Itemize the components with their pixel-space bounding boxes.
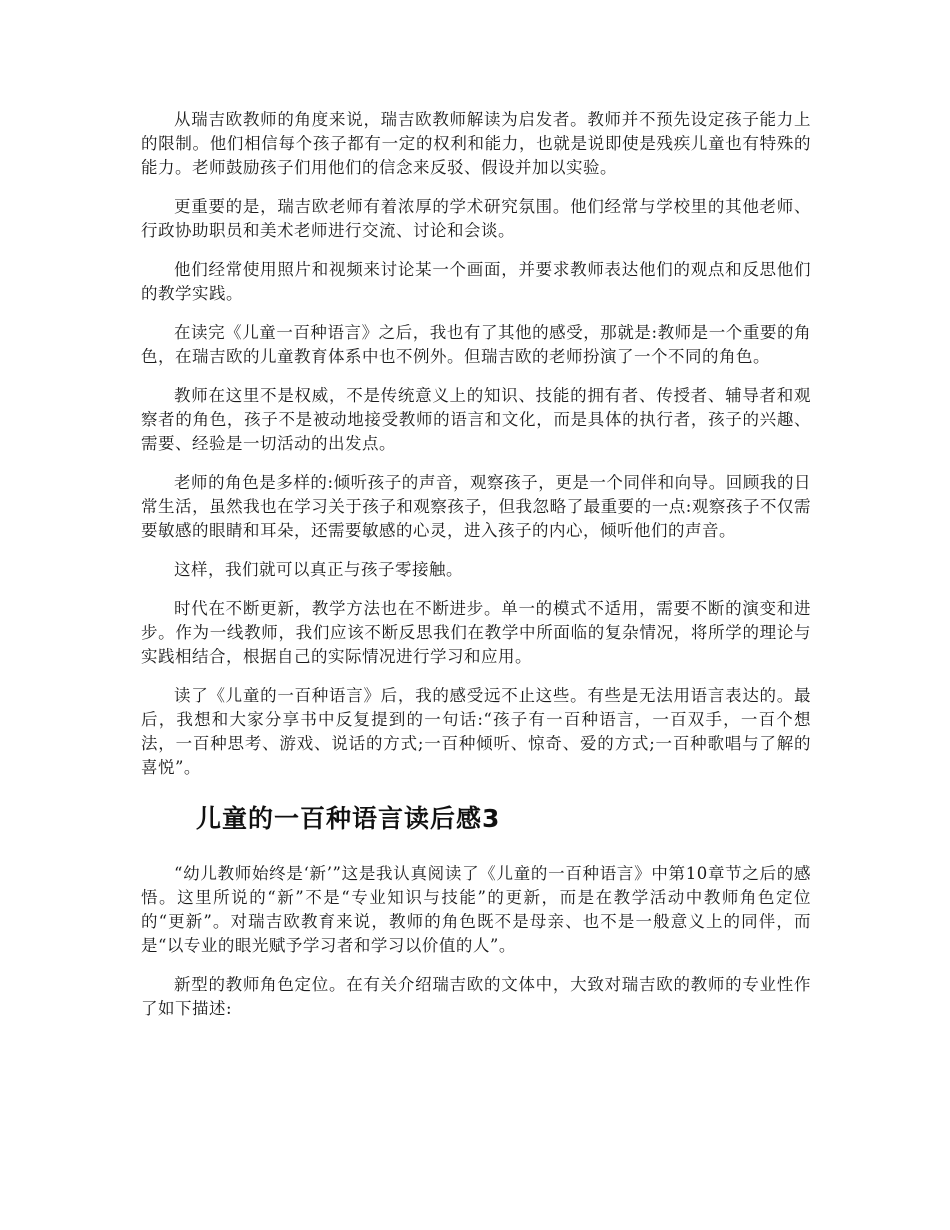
paragraph: 他们经常使用照片和视频来讨论某一个画面，并要求教师表达他们的观点和反思他们的教学实践。 bbox=[141, 260, 811, 303]
section-heading: 儿童的一百种语言读后感3 bbox=[196, 804, 501, 833]
paragraph: 老师的角色是多样的:倾听孩子的声音，观察孩子，更是一个同伴和向导。回顾我的日常生活，虽然我也在学习关于孩子和观察孩子，但我忽略了最重要的一点:观察孩子不仅需要敏感的眼睛和耳朵，还需要敏感的心灵，进入孩子的内心，倾听他们的声音。 bbox=[141, 473, 811, 540]
document-body bbox=[141, 108, 811, 1036]
paragraph: 这样，我们就可以真正与孩子零接触。 bbox=[174, 560, 463, 579]
paragraph: 更重要的是，瑞吉欧老师有着浓厚的学术研究氛围。他们经常与学校里的其他老师、行政协助职员和美术老师进行交流、讨论和会谈。 bbox=[141, 197, 811, 240]
paragraph: 新型的教师角色定位。在有关介绍瑞吉欧的文体中，大致对瑞吉欧的教师的专业性作了如下描述: bbox=[141, 975, 811, 1018]
paragraph: 从瑞吉欧教师的角度来说，瑞吉欧教师解读为启发者。教师并不预先设定孩子能力上的限制。他们相信每个孩子都有一定的权利和能力，也就是说即使是残疾儿童也有特殊的能力。老师鼓励孩子们用他们的信念来反驳、假设并加以实验。 bbox=[141, 110, 811, 177]
paragraph: “幼儿教师始终是‘新’”这是我认真阅读了《儿童的一百种语言》中第10章节之后的感悟。这里所说的“新”不是“专业知识与技能”的更新，而是在教学活动中教师角色定位的“更新”。对瑞吉欧教育来说，教师的角色既不是母亲、也不是一般意义上的同伴，而是“以专业的眼光赋予学习者和学习以价值的人”。 bbox=[141, 864, 811, 955]
paragraph: 时代在不断更新，教学方法也在不断进步。单一的模式不适用，需要不断的演变和进步。作为一线教师，我们应该不断反思我们在教学中所面临的复杂情况，将所学的理论与实践相结合，根据自己的实际情况进行学习和应用。 bbox=[141, 599, 811, 666]
paragraph: 教师在这里不是权威，不是传统意义上的知识、技能的拥有者、传授者、辅导者和观察者的角色，孩子不是被动地接受教师的语言和文化，而是具体的执行者，孩子的兴趣、需要、经验是一切活动的出发点。 bbox=[141, 386, 811, 453]
paragraph: 读了《儿童的一百种语言》后，我的感受远不止这些。有些是无法用语言表达的。最后，我想和大家分享书中反复提到的一句话:“孩子有一百种语言，一百双手，一百个想法，一百种思考、游戏、说话的方式;一百种倾听、惊奇、爱的方式;一百种歌唱与了解的喜悦”。 bbox=[141, 686, 811, 777]
paragraph: 在读完《儿童一百种语言》之后，我也有了其他的感受，那就是:教师是一个重要的角色，在瑞吉欧的儿童教育体系中也不例外。但瑞吉欧的老师扮演了一个不同的角色。 bbox=[141, 323, 811, 366]
